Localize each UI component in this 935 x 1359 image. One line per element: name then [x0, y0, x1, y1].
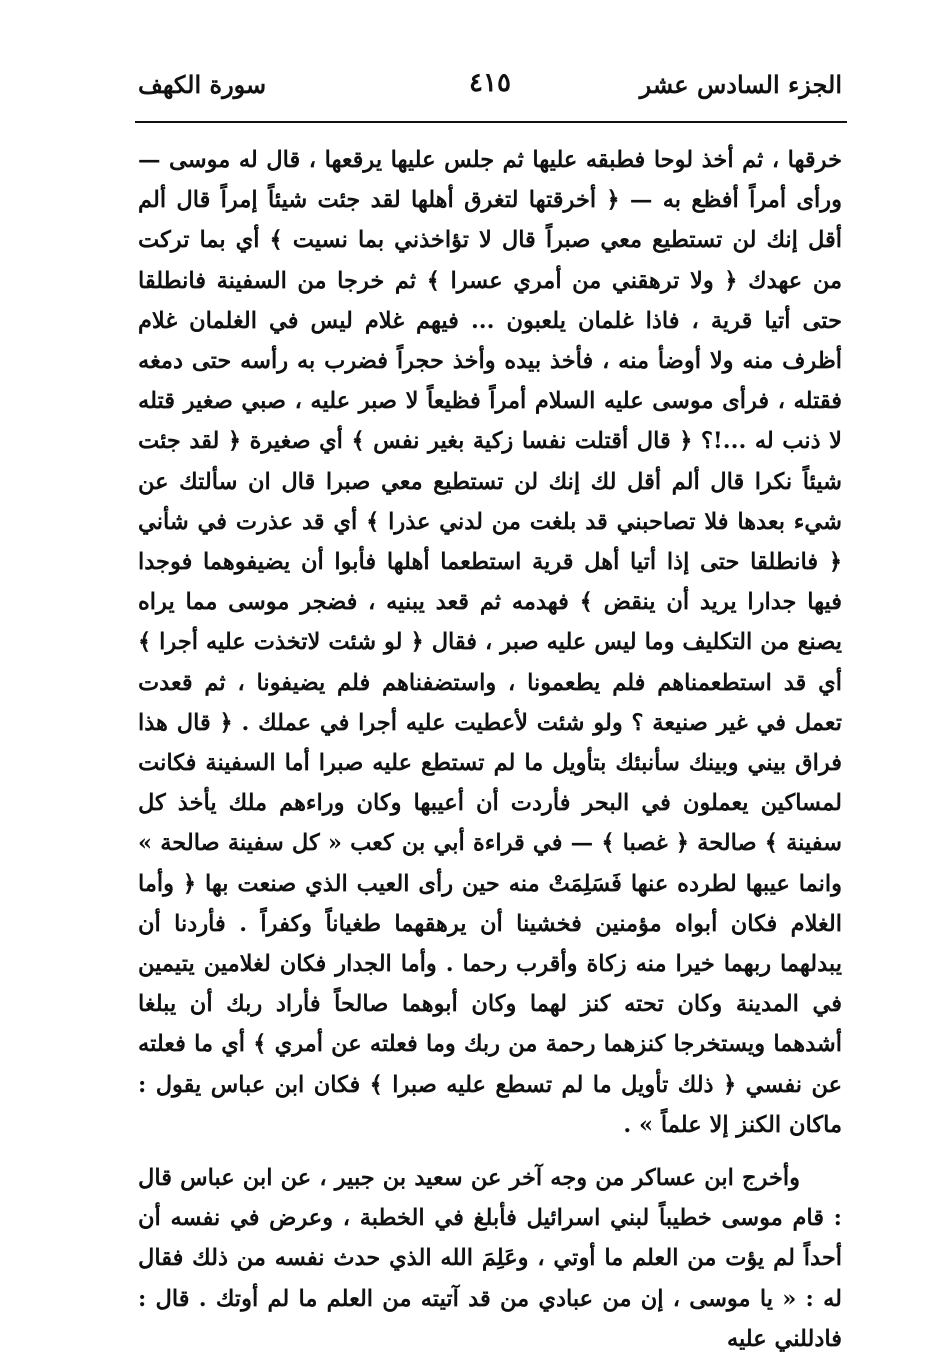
page-number: ٤١٥: [469, 68, 511, 98]
body-text: [138, 140, 842, 1359]
page-header: [138, 62, 842, 112]
running-head-surah: سورة الكهف: [138, 70, 267, 99]
paragraph-2: وأخرج ابن عساكر من وجه آخر عن سعيد بن جبير ، عن ابن عباس قال : قام موسى خطيباً لبني اسرائيل فأبلغ في الخطبة ، وعرض في نفسه أن أحداً لم يؤت من العلم ما أوتي ، وعَلِمَ الله الذي حدث نفسه من ذلك فقال له : « يا موسى ، إن من عبادي من قد آتيته من العلم ما لم أوتك . قال : فادللني عليه: [138, 1165, 842, 1352]
header-rule: [135, 121, 847, 123]
running-head-part: الجزء السادس عشر: [639, 70, 842, 99]
paragraph-1: خرقها ، ثم أخذ لوحا فطبقه عليها ثم جلس عليها يرقعها ، قال له موسى — ورأى أمراً أفظع به — ﴿ أخرقتها لتغرق أهلها لقد جئت شيئاً إمراً قال ألم أقل إنك لن تستطيع معي صبراً قال لا تؤاخذني بما نسيت ﴾ أي بما تركت من عهدك ﴿ ولا ترهقني من أمري عسرا ﴾ ثم خرجا من السفينة فانطلقا حتى أتيا قرية ، فاذا غلمان يلعبون ... فيهم غلام ليس في الغلمان غلام أظرف منه ولا أوضأ منه ، فأخذ بيده وأخذ حجراً فضرب به رأسه حتى دمغه فقتله ، فرأى موسى عليه السلام أمراً فظيعاً لا صبر عليه ، صبي صغير قتله لا ذنب له ...!؟ ﴿ قال أقتلت نفسا زكية بغير نفس ﴾ أي صغيرة ﴿ لقد جئت شيئاً نكرا قال ألم أقل لك إنك لن تستطيع معي صبرا قال ان سألتك عن شيء بعدها فلا تصاحبني قد بلغت من لدني عذرا ﴾ أي قد عذرت في شأني ﴿ فانطلقا حتى إذا أتيا أهل قرية استطعما أهلها فأبوا أن يضيفوهما فوجدا فيها جدارا يريد أن ينقض ﴾ فهدمه ثم قعد يبنيه ، فضجر موسى مما يراه يصنع من التكليف وما ليس عليه صبر ، فقال ﴿ لو شئت لاتخذت عليه أجرا ﴾ أي قد استطعمناهم فلم يطعمونا ، واستضفناهم فلم يضيفونا ، ثم قعدت تعمل في غير صنيعة ؟ ولو شئت لأعطيت عليه أجرا في عملك . ﴿ قال هذا فراق بيني وبينك سأنبئك بتأويل ما لم تستطع عليه صبرا أما السفينة فكانت لمساكين يعملون في البحر فأردت أن أعيبها وكان وراءهم ملك يأخذ كل سفينة ﴾ صالحة ﴿ غصبا ﴾ — في قراءة أبي بن كعب « كل سفينة صالحة » وانما عيبها لطرده عنها فَسَلِمَتْ منه حين رأى العيب الذي صنعت بها ﴿ وأما الغلام فكان أبواه مؤمنين فخشينا أن يرهقهما طغياناً وكفراً . فأردنا أن يبدلهما ربهما خيرا منه زكاة وأقرب رحما . وأما الجدار فكان لغلامين يتيمين في المدينة وكان تحته كنز لهما وكان أبوهما صالحاً فأراد ربك أن يبلغا أشدهما ويستخرجا كنزهما رحمة من ربك وما فعلته عن أمري ﴾ أي ما فعلته عن نفسي ﴿ ذلك تأويل ما لم تسطع عليه صبرا ﴾ فكان ابن عباس يقول : ماكان الكنز إلا علماً » .: [138, 147, 842, 1138]
